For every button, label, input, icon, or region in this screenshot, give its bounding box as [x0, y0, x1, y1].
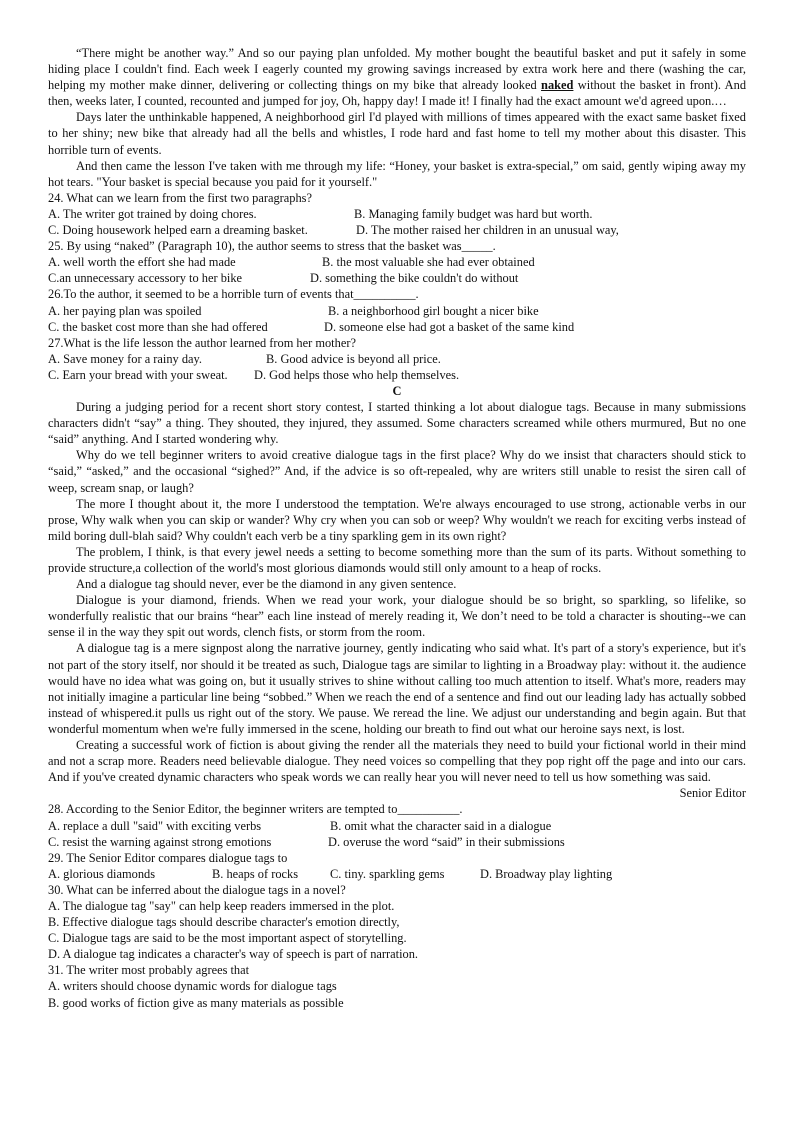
option[interactable]: C. tiny. sparkling gems — [330, 866, 445, 881]
question-30 — [48, 882, 746, 962]
question-25 — [48, 238, 746, 286]
option[interactable]: D. Broadway play lighting — [480, 866, 613, 881]
passage-paragraph: And then came the lesson I've taken with me through my life: “Honey, your basket is extra-special,” om said, gently wiping away my hot tears. "Your basket is special because you paid for it yourself." — [48, 158, 746, 189]
option[interactable]: C. Doing housework helped earn a dreaming basket. — [48, 223, 308, 238]
option[interactable]: D. The mother raised her children in an unusual way, — [356, 223, 619, 238]
option[interactable]: B. heaps of rocks — [212, 866, 299, 881]
option-row — [48, 270, 746, 286]
passage-paragraph: Days later the unthinkable happened, A neighborhood girl I'd played with millions of times appeared with the exact same basket fixed to her shiny; new bike that already had all the bells and whistles, I rode hard and fast home to tell my mother about this disaster. This horrible turn of events. — [48, 110, 746, 157]
author-signature: Senior Editor — [679, 786, 746, 801]
option-row — [48, 254, 746, 270]
option[interactable]: B. omit what the character said in a dialogue — [330, 818, 552, 833]
question-stem: 24. What can we learn from the first two paragraphs? — [48, 190, 313, 205]
question-28 — [48, 801, 746, 849]
passage-paragraph: And a dialogue tag should never, ever be the diamond in any given sentence. — [76, 577, 457, 592]
passage-paragraph: The problem, I think, is that every jewel needs a setting to become something more than the sum of its parts. Without something to provide structure,a collection of the world's most glorious diamonds would still only amount to a heap of rocks. — [48, 544, 746, 575]
passage-paragraph: Why do we tell beginner writers to avoid creative dialogue tags in the first place? Why do we insist that characters should stick to “said,” “asked,” and the occasional “sighed?” And, if the advice is so oft-repealed, why are writers still unable to resist the siren call of weep, scream snap, or laugh? — [48, 448, 746, 495]
question-stem: 29. The Senior Editor compares dialogue tags to — [48, 850, 288, 865]
option[interactable]: D. something the bike couldn't do without — [310, 271, 519, 286]
option[interactable]: C. Dialogue tags are said to be the most important aspect of storytelling. — [48, 931, 407, 946]
passage-paragraph: Creating a successful work of fiction is about giving the render all the materials they need to build your fictional world in their mind and not a scrap more. Readers need believable dialogue. They need voices so compelling that they pop right off the page and into our cars. And if you've created dynamic characters who speak words we can really hear you will never need to tell us how something was said. — [48, 738, 746, 785]
option-row — [48, 351, 746, 367]
question-29 — [48, 850, 746, 882]
question-stem: 27.What is the life lesson the author learned from her mother? — [48, 335, 356, 350]
option[interactable]: B. good works of fiction give as many materials as possible — [48, 995, 344, 1010]
passage-paragraph: The more I thought about it, the more I understood the temptation. We're always encouraged to use strong, actionable verbs in our prose, Why walk when you can skip or wander? Why cry when you can sob or weep? Why wouldn't we reach for exciting verbs instead of mild boring dull-blah said? Why couldn't each verb be a tiny sparkling gem in its own right? — [48, 496, 746, 543]
option-row — [48, 319, 746, 335]
option[interactable]: A. The dialogue tag "say" can help keep readers immersed in the plot. — [48, 898, 395, 913]
option[interactable]: D. God helps those who help themselves. — [254, 367, 460, 382]
option[interactable]: B. Good advice is beyond all price. — [266, 351, 441, 366]
option[interactable]: C. Earn your bread with your sweat. — [48, 367, 228, 382]
option-row — [48, 866, 746, 882]
option-row — [48, 222, 746, 238]
option-row — [48, 818, 746, 834]
option[interactable]: C. the basket cost more than she had offered — [48, 319, 268, 334]
option[interactable]: B. the most valuable she had ever obtained — [322, 255, 535, 270]
option[interactable]: A. her paying plan was spoiled — [48, 303, 202, 318]
bold-underlined-word: naked — [541, 78, 574, 93]
question-27 — [48, 335, 746, 383]
question-31 — [48, 962, 746, 1010]
option[interactable]: B. Managing family budget was hard but worth. — [354, 206, 593, 221]
option[interactable]: A. writers should choose dynamic words for dialogue tags — [48, 979, 337, 994]
option[interactable]: A. The writer got trained by doing chores. — [48, 206, 257, 221]
option[interactable]: C.an unnecessary accessory to her bike — [48, 271, 243, 286]
question-stem: 28. According to the Senior Editor, the beginner writers are tempted to__________. — [48, 802, 463, 817]
option[interactable]: C. resist the warning against strong emotions — [48, 834, 272, 849]
option[interactable]: D. someone else had got a basket of the same kind — [324, 319, 575, 334]
option[interactable]: A. Save money for a rainy day. — [48, 351, 203, 366]
option-row — [48, 303, 746, 319]
option[interactable]: D. overuse the word “said” in their submissions — [328, 834, 565, 849]
question-26 — [48, 286, 746, 334]
question-stem: 25. By using “naked” (Paragraph 10), the author seems to stress that the basket was_____. — [48, 239, 496, 254]
option[interactable]: A. replace a dull "said" with exciting verbs — [48, 818, 262, 833]
exam-page — [48, 45, 746, 1011]
passage-paragraph: A dialogue tag is a mere signpost along the narrative journey, gently indicating who said what. It's part of a story's experience, but it's not part of the story itself, nor should it be treated as such, Dialogue tags are similar to lighting in a Broadway play: without it. the audience would have no idea what was going on, but it usually strives to shine without calling too much attention to itself. What's more, readers may not initially imagine a particular line being “sobbed.” When we reach the end of a sentence and find out our leading lady has actually sobbed instead of whispered.it pulls us right out of the story. We pause. We reread the line. We adjust our understanding and begin again. But that wonderful momentum when we're fully immersed in the scene, holding our breath to find out what our heroine says next, is lost. — [48, 641, 746, 736]
section-heading: C — [392, 383, 402, 398]
question-stem: 31. The writer most probably agrees that — [48, 963, 250, 978]
option[interactable]: D. A dialogue tag indicates a character's way of speech is part of narration. — [48, 947, 419, 962]
passage-paragraph: “There might be another way.” And so our paying plan unfolded. My mother bought the beautiful basket and put it safely in some hiding place I couldn't find. Each week I eagerly counted my growing savings increased by extra work here and there (washing the car, helping my mother make dinner, delivering or collecting things on my bike that already looked naked without the basket in front). And then, weeks later, I counted, recounted and jumped for joy, Oh, happy day! I made it! I finally had the exact amount we'd agreed upon.… — [48, 46, 747, 109]
option[interactable]: A. glorious diamonds — [48, 866, 156, 881]
question-stem: 30. What can be inferred about the dialogue tags in a novel? — [48, 882, 346, 897]
passage-paragraph: During a judging period for a recent short story contest, I started thinking a lot about dialogue tags. Because in many submissions characters didn't “say” a thing. They shouted, they injured, they assumed. Some characters screamed while others murmured, But no one “said” anything. And I started wondering why. — [48, 400, 746, 447]
option-row — [48, 834, 746, 850]
option-row — [48, 206, 746, 222]
option[interactable]: B. a neighborhood girl bought a nicer bike — [328, 303, 539, 318]
passage-paragraph: Dialogue is your diamond, friends. When we read your work, your dialogue should be so bright, so sparkling, so lifelike, so wonderfully realistic that our brains “hear” each line instead of merely reading it, We don’t need to be told a character is shouting--we can sense il in the way they spit out words, clench fists, or storm from the room. — [48, 593, 746, 640]
question-24 — [48, 190, 746, 238]
option[interactable]: A. well worth the effort she had made — [48, 255, 236, 270]
option-row — [48, 367, 746, 383]
option[interactable]: B. Effective dialogue tags should describe character's emotion directly, — [48, 915, 400, 930]
question-stem: 26.To the author, it seemed to be a horrible turn of events that__________. — [48, 287, 419, 302]
